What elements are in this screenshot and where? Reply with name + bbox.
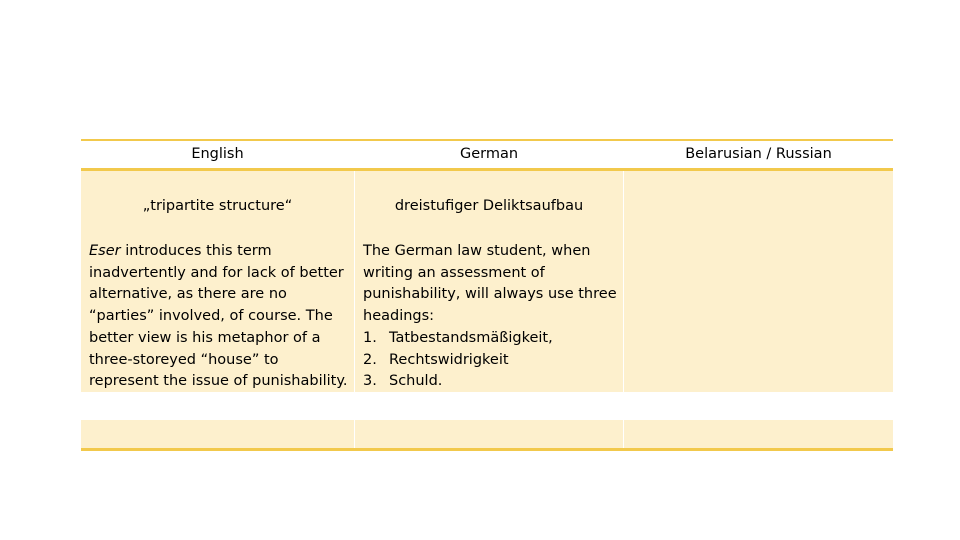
- list-number: 2.: [363, 351, 377, 368]
- english-term: „tripartite structure“: [142, 198, 293, 214]
- list-text: Schuld.: [389, 373, 443, 390]
- list-item: [363, 371, 619, 393]
- table-row-spacer: [81, 393, 893, 420]
- german-term: dreistufiger Deliktsaufbau: [394, 198, 584, 214]
- table-bottom-rule: [81, 448, 893, 451]
- english-description: [89, 241, 350, 393]
- list-number: 1.: [363, 329, 377, 346]
- german-description: [363, 241, 619, 393]
- header-belarusian-russian: Belarusian / Russian: [685, 146, 832, 162]
- table-header-row: [81, 141, 893, 168]
- column-divider: [354, 420, 355, 448]
- header-english: English: [191, 146, 244, 162]
- table-row: [81, 171, 893, 392]
- list-item: [363, 328, 619, 350]
- list-number: 3.: [363, 373, 377, 390]
- cell-german: [355, 171, 623, 392]
- header-german: German: [459, 146, 519, 162]
- cell-belarusian-russian: [624, 171, 893, 392]
- list-text: Tatbestandsmäßigkeit,: [389, 329, 553, 346]
- author-name: Eser: [89, 243, 121, 259]
- list-text: Rechtswidrigkeit: [389, 351, 509, 368]
- column-divider: [623, 420, 624, 448]
- english-description-text: introduces this term inadvertently and for lack of better alternative, as there are no “parties” involved, of course. The better view is his metaphor of a three-storeyed “house” to represent the issue of punishability.: [89, 243, 348, 390]
- german-headings-list: [363, 328, 619, 393]
- terminology-table: [81, 139, 893, 451]
- list-item: [363, 350, 619, 372]
- table-row: [81, 420, 893, 448]
- german-description-intro: The German law student, when writing an assessment of punishability, will always use three headings:: [363, 243, 617, 325]
- cell-english: [81, 171, 354, 392]
